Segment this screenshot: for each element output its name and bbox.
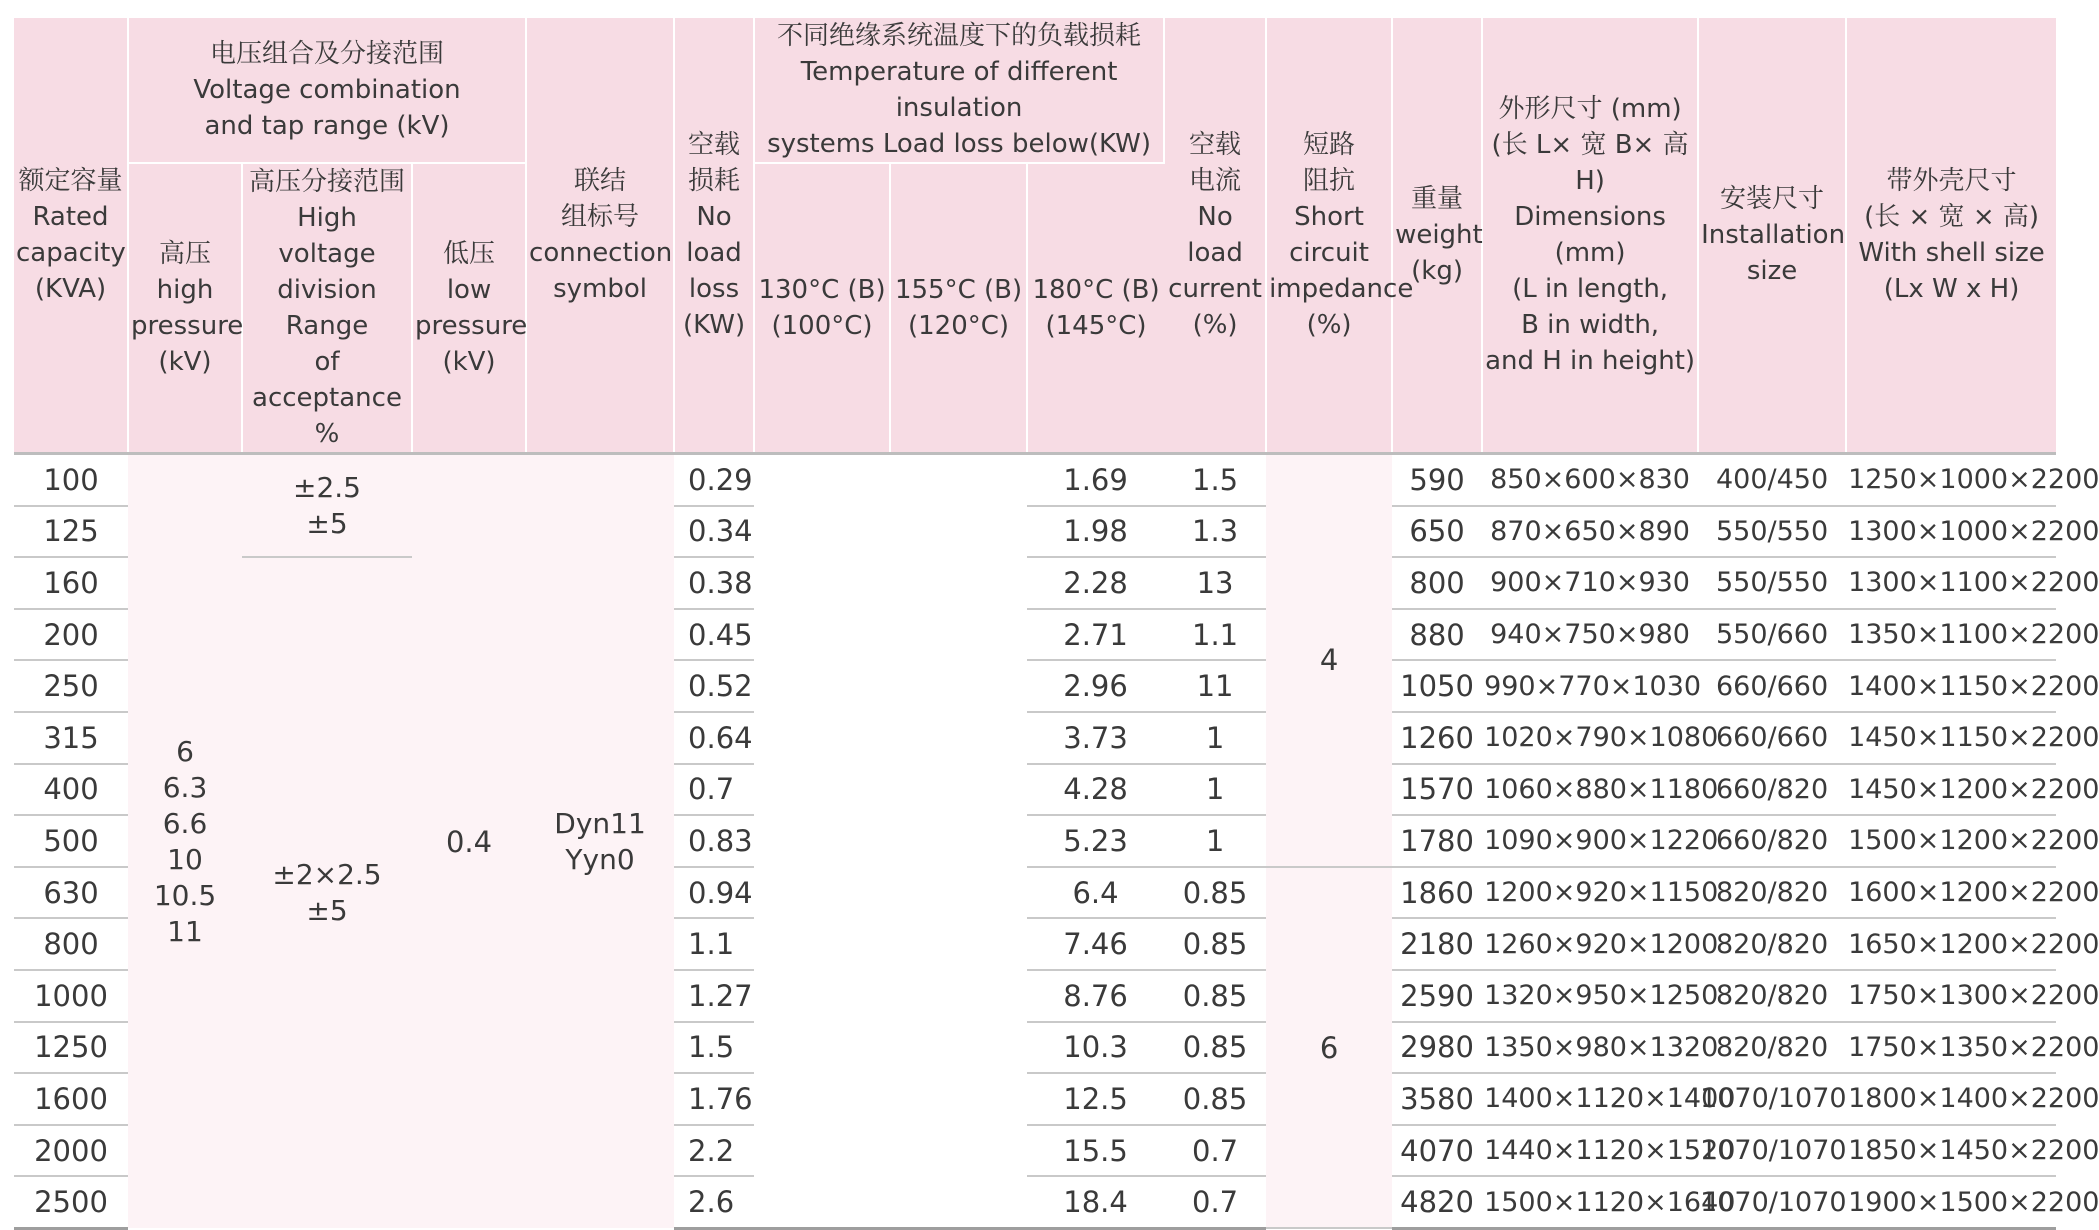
cell-installation: 550/550 bbox=[1698, 506, 1846, 558]
cell-shell-size: 1450×1150×2200 bbox=[1846, 712, 2056, 764]
header-temp-130: 130°C (B) (100°C) bbox=[754, 163, 890, 454]
cell-dimensions: 1320×950×1250 bbox=[1482, 970, 1698, 1022]
cell-no-load-current: 1 bbox=[1164, 764, 1266, 816]
cell-load-loss-130 bbox=[754, 1073, 890, 1125]
cell-capacity: 315 bbox=[14, 712, 128, 764]
cell-capacity: 1600 bbox=[14, 1073, 128, 1125]
cell-weight: 2980 bbox=[1392, 1022, 1482, 1074]
cell-capacity: 400 bbox=[14, 764, 128, 816]
cell-load-loss-180: 2.71 bbox=[1027, 609, 1164, 661]
cell-no-load-loss: 1.1 bbox=[674, 918, 754, 970]
cell-dimensions: 1090×900×1220 bbox=[1482, 815, 1698, 867]
cell-weight: 3580 bbox=[1392, 1073, 1482, 1125]
cell-weight: 650 bbox=[1392, 506, 1482, 558]
cell-weight: 2180 bbox=[1392, 918, 1482, 970]
cell-installation: 400/450 bbox=[1698, 454, 1846, 506]
cell-no-load-current: 0.7 bbox=[1164, 1176, 1266, 1228]
cell-shell-size: 1750×1350×2200 bbox=[1846, 1022, 2056, 1074]
cell-load-loss-155 bbox=[890, 506, 1027, 558]
table-body bbox=[14, 454, 2099, 1229]
cell-load-loss-130 bbox=[754, 506, 890, 558]
cell-load-loss-180: 7.46 bbox=[1027, 918, 1164, 970]
cell-no-load-current: 0.85 bbox=[1164, 970, 1266, 1022]
cell-load-loss-180: 1.98 bbox=[1027, 506, 1164, 558]
header-no-load-current: 空载 电流 No load current (%) bbox=[1164, 18, 1266, 454]
cell-dimensions: 940×750×980 bbox=[1482, 609, 1698, 661]
cell-capacity: 1000 bbox=[14, 970, 128, 1022]
header-connection-symbol: 联结 组标号 connection symbol bbox=[526, 18, 674, 454]
cell-load-loss-155 bbox=[890, 660, 1027, 712]
cell-load-loss-155 bbox=[890, 867, 1027, 919]
cell-no-load-loss: 0.34 bbox=[674, 506, 754, 558]
cell-load-loss-155 bbox=[890, 1073, 1027, 1125]
cell-no-load-loss: 1.76 bbox=[674, 1073, 754, 1125]
header-hv-tap: 高压分接范围 High voltage division Range of acceptance % bbox=[242, 163, 412, 454]
cell-load-loss-130 bbox=[754, 609, 890, 661]
cell-load-loss-180: 2.96 bbox=[1027, 660, 1164, 712]
cell-installation: 1070/1070 bbox=[1698, 1176, 1846, 1228]
cell-shell-size: 1300×1100×2200 bbox=[1846, 557, 2056, 609]
cell-load-loss-180: 8.76 bbox=[1027, 970, 1164, 1022]
cell-shell-size: 1650×1200×2200 bbox=[1846, 918, 2056, 970]
cell-load-loss-155 bbox=[890, 970, 1027, 1022]
cell-load-loss-130 bbox=[754, 712, 890, 764]
cell-load-loss-155 bbox=[890, 712, 1027, 764]
cell-no-load-current: 0.85 bbox=[1164, 918, 1266, 970]
cell-shell-size: 1250×1000×2200 bbox=[1846, 454, 2056, 506]
header-low-pressure: 低压 low pressure (kV) bbox=[412, 163, 526, 454]
cell-capacity: 800 bbox=[14, 918, 128, 970]
cell-load-loss-180: 12.5 bbox=[1027, 1073, 1164, 1125]
cell-capacity: 500 bbox=[14, 815, 128, 867]
table-header bbox=[14, 18, 2056, 454]
cell-no-load-loss: 0.45 bbox=[674, 609, 754, 661]
cell-installation: 660/660 bbox=[1698, 660, 1846, 712]
cell-weight: 4070 bbox=[1392, 1125, 1482, 1177]
cell-load-loss-155 bbox=[890, 764, 1027, 816]
cell-capacity: 100 bbox=[14, 454, 128, 506]
cell-no-load-loss: 2.6 bbox=[674, 1176, 754, 1228]
header-temp-155: 155°C (B) (120°C) bbox=[890, 163, 1027, 454]
cell-load-loss-155 bbox=[890, 1125, 1027, 1177]
cell-capacity: 125 bbox=[14, 506, 128, 558]
cell-dimensions: 1500×1120×1640 bbox=[1482, 1176, 1698, 1228]
cell-load-loss-155 bbox=[890, 1022, 1027, 1074]
cell-installation: 660/660 bbox=[1698, 712, 1846, 764]
cell-weight: 1260 bbox=[1392, 712, 1482, 764]
cell-shell-size: 1900×1500×2200 bbox=[1846, 1176, 2056, 1228]
cell-no-load-current: 0.85 bbox=[1164, 1073, 1266, 1125]
cell-capacity: 250 bbox=[14, 660, 128, 712]
cell-tap-small: ±2.5 ±5 bbox=[242, 454, 412, 558]
cell-no-load-loss: 0.29 bbox=[674, 454, 754, 506]
header-voltage-group: 电压组合及分接范围 Voltage combination and tap range (kV) bbox=[128, 18, 526, 163]
cell-no-load-current: 1 bbox=[1164, 712, 1266, 764]
cell-no-load-loss: 0.7 bbox=[674, 764, 754, 816]
cell-shell-size: 1400×1150×2200 bbox=[1846, 660, 2056, 712]
header-load-loss-group: 不同绝缘系统温度下的负载损耗 Temperature of different insulation systems Load loss below(KW) bbox=[754, 18, 1164, 163]
cell-no-load-loss: 0.83 bbox=[674, 815, 754, 867]
cell-load-loss-130 bbox=[754, 918, 890, 970]
cell-no-load-current: 0.85 bbox=[1164, 867, 1266, 919]
cell-no-load-current: 1.1 bbox=[1164, 609, 1266, 661]
cell-load-loss-130 bbox=[754, 970, 890, 1022]
header-high-pressure: 高压 high pressure (kV) bbox=[128, 163, 242, 454]
cell-installation: 1070/1070 bbox=[1698, 1073, 1846, 1125]
cell-installation: 820/820 bbox=[1698, 918, 1846, 970]
cell-no-load-loss: 0.64 bbox=[674, 712, 754, 764]
cell-dimensions: 990×770×1030 bbox=[1482, 660, 1698, 712]
cell-shell-size: 1500×1200×2200 bbox=[1846, 815, 2056, 867]
cell-weight: 880 bbox=[1392, 609, 1482, 661]
cell-no-load-current: 1.3 bbox=[1164, 506, 1266, 558]
cell-dimensions: 1440×1120×1520 bbox=[1482, 1125, 1698, 1177]
cell-load-loss-155 bbox=[890, 454, 1027, 506]
cell-no-load-loss: 1.27 bbox=[674, 970, 754, 1022]
cell-shell-size: 1350×1100×2200 bbox=[1846, 609, 2056, 661]
cell-connection: Dyn11 Yyn0 bbox=[526, 454, 674, 1229]
cell-capacity: 1250 bbox=[14, 1022, 128, 1074]
cell-installation: 820/820 bbox=[1698, 867, 1846, 919]
cell-low-pressure: 0.4 bbox=[412, 454, 526, 1229]
table-row bbox=[14, 557, 2056, 609]
cell-shell-size: 1600×1200×2200 bbox=[1846, 867, 2056, 919]
header-rated-capacity: 额定容量 Rated capacity (KVA) bbox=[14, 18, 128, 454]
cell-load-loss-180: 4.28 bbox=[1027, 764, 1164, 816]
cell-no-load-current: 0.7 bbox=[1164, 1125, 1266, 1177]
header-no-load-loss: 空载 损耗 No load loss (KW) bbox=[674, 18, 754, 454]
cell-load-loss-130 bbox=[754, 867, 890, 919]
cell-weight: 4820 bbox=[1392, 1176, 1482, 1228]
cell-shell-size: 1450×1200×2200 bbox=[1846, 764, 2056, 816]
cell-capacity: 200 bbox=[14, 609, 128, 661]
cell-weight: 800 bbox=[1392, 557, 1482, 609]
cell-installation: 1070/1070 bbox=[1698, 1125, 1846, 1177]
cell-shell-size: 1850×1450×2200 bbox=[1846, 1125, 2056, 1177]
cell-no-load-current: 1 bbox=[1164, 815, 1266, 867]
cell-installation: 820/820 bbox=[1698, 970, 1846, 1022]
cell-weight: 1860 bbox=[1392, 867, 1482, 919]
cell-load-loss-180: 15.5 bbox=[1027, 1125, 1164, 1177]
cell-dimensions: 1350×980×1320 bbox=[1482, 1022, 1698, 1074]
header-temp-180: 180°C (B) (145°C) bbox=[1027, 163, 1164, 454]
cell-dimensions: 1060×880×1180 bbox=[1482, 764, 1698, 816]
cell-no-load-loss: 0.94 bbox=[674, 867, 754, 919]
cell-dimensions: 1260×920×1200 bbox=[1482, 918, 1698, 970]
header-weight: 重量 weight (kg) bbox=[1392, 18, 1482, 454]
header-short-circuit: 短路 阻抗 Short circuit impedance (%) bbox=[1266, 18, 1392, 454]
cell-high-pressure: 6 6.3 6.6 10 10.5 11 bbox=[128, 454, 242, 1229]
cell-dimensions: 1200×920×1150 bbox=[1482, 867, 1698, 919]
cell-load-loss-130 bbox=[754, 454, 890, 506]
cell-shell-size: 1300×1000×2200 bbox=[1846, 506, 2056, 558]
cell-installation: 660/820 bbox=[1698, 815, 1846, 867]
cell-load-loss-155 bbox=[890, 1176, 1027, 1228]
cell-dimensions: 870×650×890 bbox=[1482, 506, 1698, 558]
cell-capacity: 630 bbox=[14, 867, 128, 919]
cell-weight: 1050 bbox=[1392, 660, 1482, 712]
cell-dimensions: 1020×790×1080 bbox=[1482, 712, 1698, 764]
cell-load-loss-180: 3.73 bbox=[1027, 712, 1164, 764]
cell-load-loss-180: 10.3 bbox=[1027, 1022, 1164, 1074]
header-row-top bbox=[14, 18, 2056, 163]
cell-no-load-loss: 0.52 bbox=[674, 660, 754, 712]
cell-weight: 1570 bbox=[1392, 764, 1482, 816]
cell-load-loss-155 bbox=[890, 918, 1027, 970]
cell-impedance-high: 6 bbox=[1266, 867, 1392, 1229]
cell-shell-size: 1750×1300×2200 bbox=[1846, 970, 2056, 1022]
cell-dimensions: 1400×1120×1400 bbox=[1482, 1073, 1698, 1125]
cell-installation: 550/660 bbox=[1698, 609, 1846, 661]
cell-load-loss-130 bbox=[754, 764, 890, 816]
header-installation: 安装尺寸 Installation size bbox=[1698, 18, 1846, 454]
cell-load-loss-180: 6.4 bbox=[1027, 867, 1164, 919]
cell-load-loss-155 bbox=[890, 815, 1027, 867]
cell-dimensions: 900×710×930 bbox=[1482, 557, 1698, 609]
cell-installation: 820/820 bbox=[1698, 1022, 1846, 1074]
cell-load-loss-130 bbox=[754, 557, 890, 609]
cell-weight: 1780 bbox=[1392, 815, 1482, 867]
header-shell-size: 带外壳尺寸 (长 × 宽 × 高) With shell size (Lx W x H) bbox=[1846, 18, 2056, 454]
cell-load-loss-130 bbox=[754, 815, 890, 867]
header-dimensions: 外形尺寸 (mm) (长 L× 宽 B× 高 H) Dimensions (mm) (L in length, B in width, and H in height) bbox=[1482, 18, 1698, 454]
cell-load-loss-180: 2.28 bbox=[1027, 557, 1164, 609]
cell-weight: 590 bbox=[1392, 454, 1482, 506]
cell-no-load-loss: 0.38 bbox=[674, 557, 754, 609]
cell-load-loss-180: 18.4 bbox=[1027, 1176, 1164, 1228]
cell-load-loss-155 bbox=[890, 609, 1027, 661]
cell-no-load-loss: 2.2 bbox=[674, 1125, 754, 1177]
cell-load-loss-130 bbox=[754, 1125, 890, 1177]
cell-impedance-low: 4 bbox=[1266, 454, 1392, 867]
cell-load-loss-180: 1.69 bbox=[1027, 454, 1164, 506]
cell-no-load-current: 11 bbox=[1164, 660, 1266, 712]
cell-installation: 550/550 bbox=[1698, 557, 1846, 609]
cell-installation: 660/820 bbox=[1698, 764, 1846, 816]
cell-capacity: 160 bbox=[14, 557, 128, 609]
cell-capacity: 2500 bbox=[14, 1176, 128, 1228]
cell-tap-large: ±2×2.5 ±5 bbox=[242, 557, 412, 1228]
cell-no-load-current: 13 bbox=[1164, 557, 1266, 609]
cell-weight: 2590 bbox=[1392, 970, 1482, 1022]
cell-shell-size: 1800×1400×2200 bbox=[1846, 1073, 2056, 1125]
cell-load-loss-130 bbox=[754, 660, 890, 712]
cell-load-loss-130 bbox=[754, 1022, 890, 1074]
cell-load-loss-180: 5.23 bbox=[1027, 815, 1164, 867]
cell-no-load-current: 1.5 bbox=[1164, 454, 1266, 506]
cell-dimensions: 850×600×830 bbox=[1482, 454, 1698, 506]
cell-load-loss-130 bbox=[754, 1176, 890, 1228]
cell-load-loss-155 bbox=[890, 557, 1027, 609]
cell-no-load-current: 0.85 bbox=[1164, 1022, 1266, 1074]
cell-no-load-loss: 1.5 bbox=[674, 1022, 754, 1074]
transformer-spec-table bbox=[14, 18, 2099, 1230]
table-row bbox=[14, 454, 2056, 506]
cell-capacity: 2000 bbox=[14, 1125, 128, 1177]
